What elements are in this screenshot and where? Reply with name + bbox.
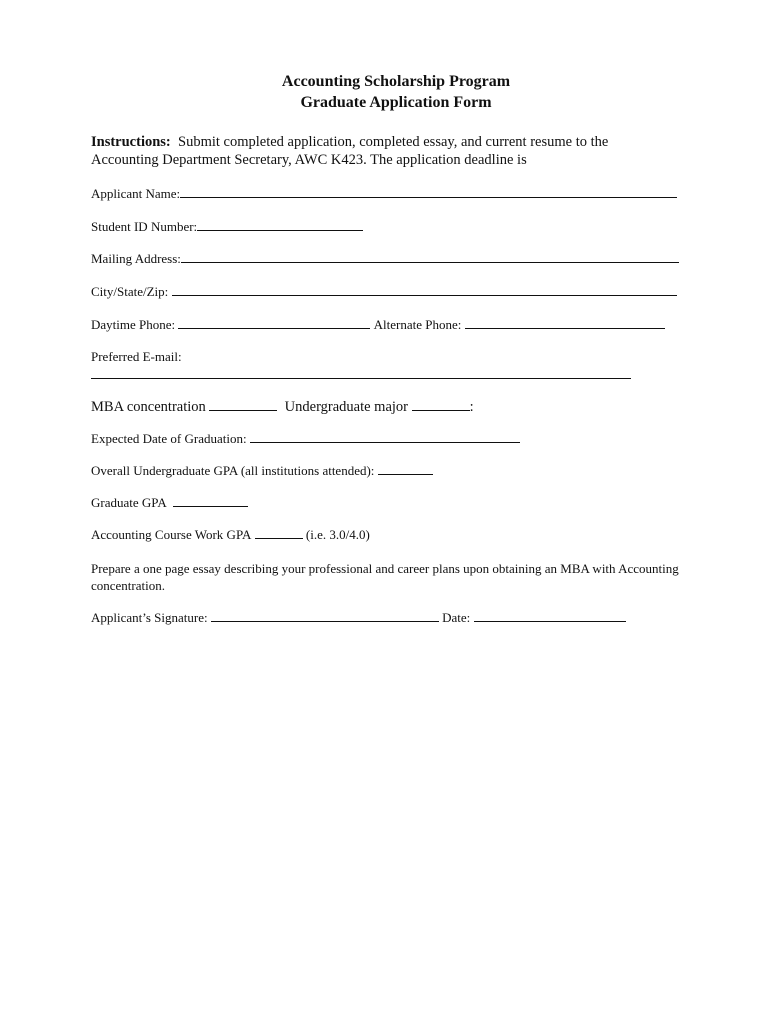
essay-instruction: Prepare a one page essay describing your professional and career plans upon obtaining an MBA with Accounting concentration. — [91, 561, 679, 593]
alternate-phone-field[interactable] — [465, 316, 665, 329]
instructions-block — [91, 133, 651, 169]
overall-gpa-row — [91, 462, 433, 479]
alternate-phone-label: Alternate Phone: — [373, 317, 462, 332]
undergraduate-major-label: Undergraduate major — [284, 399, 408, 415]
undergraduate-major-suffix: : — [469, 399, 474, 415]
instructions-text: Submit completed application, completed essay, and current resume to the Accounting Department Secretary, AWC K423. The application deadline is — [91, 134, 609, 168]
mba-concentration-field[interactable] — [209, 397, 277, 411]
mba-concentration-label: MBA concentration — [91, 399, 206, 415]
preferred-email-row — [91, 349, 182, 365]
overall-gpa-label: Overall Undergraduate GPA (all institutions attended): — [91, 463, 375, 478]
city-state-zip-label: City/State/Zip: — [91, 284, 169, 299]
preferred-email-line-row — [91, 366, 631, 383]
graduate-gpa-label: Graduate GPA — [91, 495, 167, 510]
expected-graduation-row — [91, 430, 520, 447]
phone-row — [91, 316, 665, 333]
preferred-email-label: Preferred E-mail: — [91, 349, 182, 364]
applicant-name-label: Applicant Name: — [91, 186, 181, 201]
expected-graduation-label: Expected Date of Graduation: — [91, 431, 247, 446]
mailing-address-row — [91, 250, 679, 267]
date-label: Date: — [442, 610, 471, 625]
expected-graduation-field[interactable] — [250, 430, 520, 443]
accounting-gpa-label: Accounting Course Work GPA — [91, 527, 252, 542]
daytime-phone-label: Daytime Phone: — [91, 317, 176, 332]
date-field[interactable] — [474, 609, 626, 622]
concentration-row — [91, 397, 474, 416]
daytime-phone-field[interactable] — [178, 316, 370, 329]
preferred-email-field[interactable] — [91, 366, 631, 379]
city-state-zip-row — [91, 283, 677, 300]
overall-gpa-field[interactable] — [378, 462, 433, 475]
student-id-row — [91, 218, 363, 235]
graduate-gpa-field[interactable] — [173, 494, 248, 507]
mailing-address-label: Mailing Address: — [91, 251, 181, 266]
applicant-name-field[interactable] — [180, 185, 677, 198]
graduate-gpa-row — [91, 494, 248, 511]
signature-row — [91, 609, 626, 626]
student-id-label: Student ID Number: — [91, 219, 198, 234]
student-id-field[interactable] — [197, 218, 363, 231]
signature-field[interactable] — [211, 609, 439, 622]
accounting-gpa-note: (i.e. 3.0/4.0) — [305, 527, 370, 542]
applicant-name-row — [91, 185, 677, 202]
mailing-address-field[interactable] — [181, 250, 679, 263]
instructions-label: Instructions: — [91, 134, 171, 150]
form-subtitle: Graduate Application Form — [300, 94, 492, 111]
accounting-gpa-row — [91, 526, 370, 543]
undergraduate-major-field[interactable] — [412, 397, 470, 411]
form-title: Accounting Scholarship Program — [281, 73, 511, 90]
city-state-zip-field[interactable] — [172, 283, 677, 296]
signature-label: Applicant’s Signature: — [91, 610, 208, 625]
accounting-gpa-field[interactable] — [255, 526, 303, 539]
